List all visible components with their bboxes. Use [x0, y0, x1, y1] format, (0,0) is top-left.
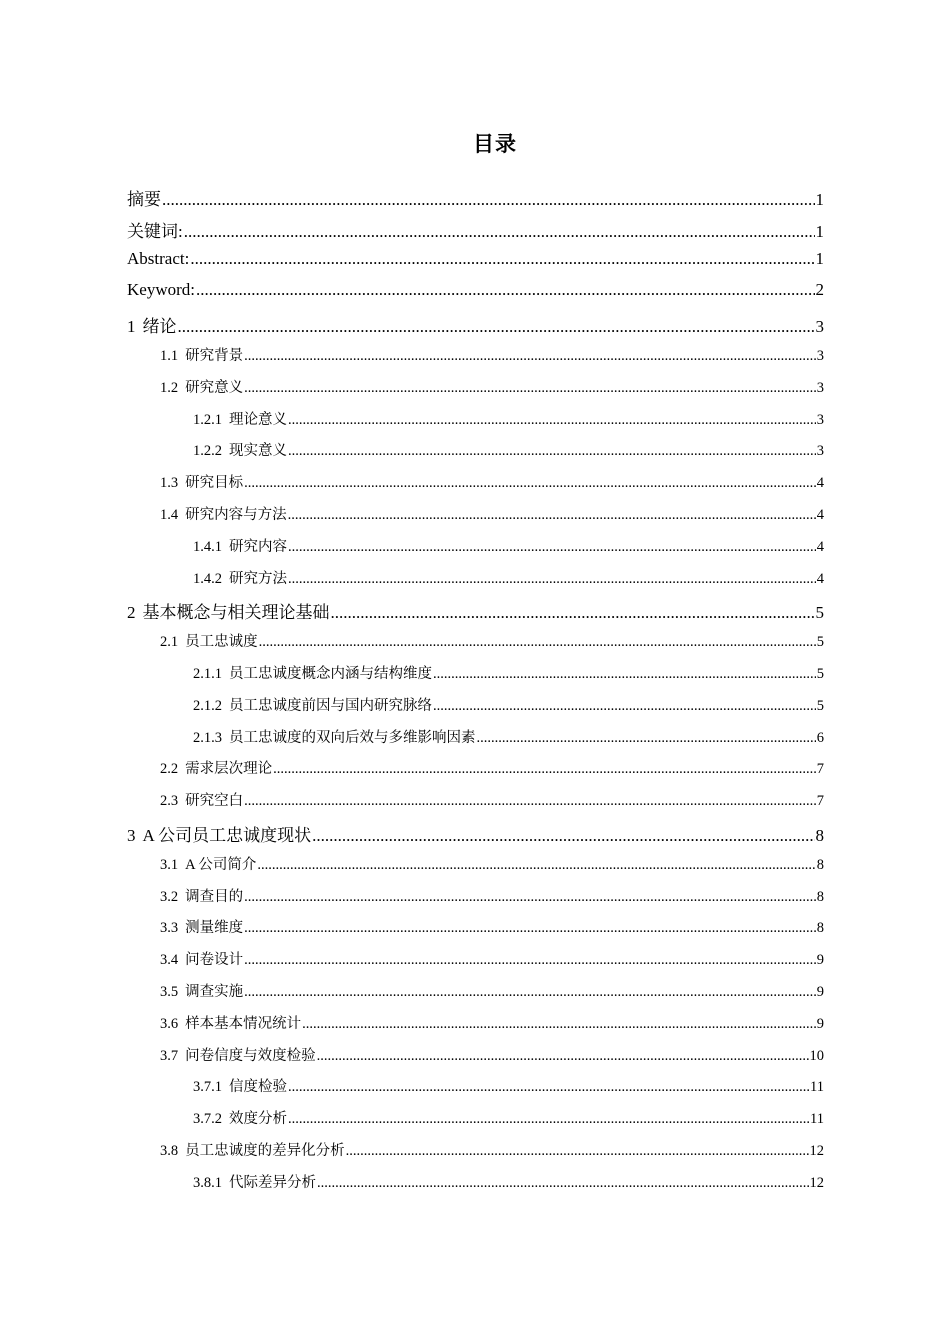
toc-entry-text: 问卷设计: [185, 952, 244, 969]
toc-dot-leader: [433, 698, 816, 715]
toc-entry-text: 调查目的: [185, 888, 244, 905]
toc-entry-label: [127, 312, 177, 337]
toc-entry-number: 1.4.1: [193, 538, 222, 555]
toc-entry-number: 3.3: [160, 920, 179, 937]
toc-page-number: 12: [809, 1143, 824, 1159]
toc-entry-text: 研究意义: [185, 379, 244, 396]
toc-dot-leader: [259, 634, 816, 651]
toc-entry-label: [193, 1171, 316, 1192]
toc-page-number: 4: [816, 507, 824, 523]
toc-entry-text: 理论意义: [229, 411, 287, 428]
toc-entry-number: 3.7.1: [193, 1079, 222, 1096]
toc-entry-text: 员工忠诚度: [185, 634, 258, 651]
toc-entry-number: 2.2: [160, 761, 179, 778]
toc-entry-number: 1.4.2: [193, 570, 222, 587]
toc-entry-text: 关键词:: [127, 221, 183, 241]
toc-entry-number: 3: [127, 826, 136, 845]
toc-page-number: 9: [816, 984, 824, 1000]
toc-entry-number: 3.4: [160, 952, 179, 969]
toc-page-number: 7: [816, 761, 824, 778]
toc-entry-text: 测量维度: [185, 920, 244, 937]
toc-dot-leader: [162, 190, 815, 210]
toc-entry-text: 研究背景: [185, 348, 244, 364]
toc-dot-leader: [477, 730, 816, 747]
toc-page-number: 3: [816, 379, 824, 396]
toc-entry[interactable]: [127, 249, 824, 269]
toc-entry-text: 绪论: [142, 317, 177, 337]
toc-entry-number: 2.3: [160, 793, 179, 810]
toc-entry[interactable]: [160, 376, 824, 397]
toc-page-number: 11: [810, 1111, 824, 1128]
toc-entry[interactable]: [193, 1171, 824, 1192]
toc-entry-label: [160, 948, 243, 969]
toc-entry-label: [127, 249, 189, 269]
toc-entry-label: [127, 598, 330, 623]
toc-entry-text: 现实意义: [229, 443, 287, 460]
toc-title: 目录: [473, 132, 517, 156]
toc-dot-leader: [244, 889, 816, 906]
toc-entry-text: 员工忠诚度概念内涵与结构维度: [229, 666, 432, 682]
toc-entry-number: 3.5: [160, 984, 179, 1000]
toc-entry-label: [160, 1012, 301, 1033]
toc-dot-leader: [196, 280, 815, 300]
toc-entry-label: [193, 1107, 287, 1128]
toc-entry[interactable]: [193, 439, 824, 460]
toc-entry-label: [127, 185, 161, 210]
toc-entry-label: [127, 821, 311, 846]
toc-page-number: 1: [815, 248, 824, 268]
toc-entry-label: [160, 853, 256, 874]
toc-entry[interactable]: [160, 1012, 824, 1033]
toc-entry-text: 研究方法: [229, 570, 287, 587]
toc-entry-text: 信度检验: [229, 1079, 287, 1096]
toc-page-number: 3: [816, 411, 824, 428]
toc-page-number: 8: [816, 888, 824, 905]
toc-page-number: 8: [816, 920, 824, 937]
toc-dot-leader: [317, 1175, 809, 1192]
toc-entry[interactable]: [127, 280, 824, 300]
toc-entry[interactable]: [193, 1075, 824, 1096]
toc-page-number: 1: [815, 221, 824, 241]
toc-dot-leader: [190, 249, 814, 269]
toc-entry[interactable]: [160, 789, 824, 810]
toc-page-number: 3: [816, 348, 824, 364]
toc-entry-number: 3.6: [160, 1015, 179, 1032]
toc-page-number: 5: [815, 603, 824, 623]
toc-entry-number: 3.8.1: [193, 1174, 222, 1191]
toc-entry[interactable]: [127, 312, 824, 337]
toc-page-number: 3: [815, 317, 824, 337]
toc-entry-label: [160, 503, 287, 524]
toc-entry-label: [193, 1075, 287, 1096]
toc-entry-label: [193, 567, 287, 588]
toc-page-number: 11: [810, 1079, 824, 1096]
toc-page-number: 5: [816, 634, 824, 651]
toc-page-number: 3: [816, 443, 824, 460]
toc-entry[interactable]: [160, 885, 824, 906]
toc-page-number: 6: [816, 729, 824, 746]
toc-entry-text: 效度分析: [229, 1111, 287, 1128]
toc-entry-text: 研究内容与方法: [185, 507, 287, 523]
toc-entry-text: 需求层次理论: [185, 761, 273, 778]
toc-page-number: 12: [809, 1174, 824, 1191]
toc-entry-label: [160, 344, 243, 365]
toc-entry[interactable]: [160, 1044, 824, 1065]
toc-entry-number: 3.7.2: [193, 1111, 222, 1128]
toc-entry-label: [193, 662, 432, 683]
toc-entry-text: 研究空白: [185, 793, 244, 810]
toc-page-number: 7: [816, 793, 824, 810]
toc-entry-text: 问卷信度与效度检验: [185, 1047, 316, 1064]
toc-page-number: 9: [816, 1015, 824, 1032]
toc-entry-label: [160, 1139, 345, 1160]
toc-entry-text: 研究目标: [185, 475, 244, 492]
toc-page-number: 8: [815, 826, 824, 845]
toc-entry-number: 1.2.1: [193, 411, 222, 428]
toc-entry-number: 2: [127, 603, 136, 623]
toc-entry[interactable]: [160, 503, 824, 524]
toc-entry-text: 员工忠诚度的差异化分析: [185, 1143, 345, 1159]
toc-dot-leader: [244, 348, 816, 365]
toc-dot-leader: [317, 1048, 809, 1065]
toc-entry-number: 2.1.1: [193, 666, 222, 682]
toc-entry-number: 3.8: [160, 1143, 179, 1159]
toc-dot-leader: [288, 571, 816, 588]
toc-entry-label: [193, 694, 432, 715]
toc-entry-number: 1.1: [160, 348, 179, 364]
toc-entry[interactable]: [160, 630, 824, 651]
toc-entry[interactable]: [160, 471, 824, 492]
toc-dot-leader: [346, 1143, 809, 1160]
toc-dot-leader: [244, 920, 816, 937]
toc-entry-text: Abstract:: [127, 248, 190, 268]
toc-entry-label: [160, 789, 243, 810]
toc-entry[interactable]: [160, 853, 824, 874]
toc-dot-leader: [273, 761, 816, 778]
toc-dot-leader: [288, 507, 816, 524]
toc-entry-number: 2.1.2: [193, 697, 222, 714]
toc-dot-leader: [288, 539, 816, 556]
toc-entry-text: 研究内容: [229, 538, 287, 555]
toc-entry-label: [160, 980, 243, 1001]
toc-entry[interactable]: [193, 408, 824, 429]
toc-entry[interactable]: [160, 948, 824, 969]
toc-entry[interactable]: [160, 344, 824, 365]
toc-entry-text: 调查实施: [185, 984, 244, 1000]
toc-entry-text: 代际差异分析: [229, 1174, 316, 1191]
toc-dot-leader: [244, 984, 816, 1001]
toc-dot-leader: [244, 380, 816, 397]
toc-page-number: 10: [809, 1047, 824, 1064]
toc-entry[interactable]: [127, 821, 824, 846]
toc-page-number: 5: [816, 697, 824, 714]
toc-entry-label: [127, 217, 183, 242]
toc-entry[interactable]: [193, 726, 824, 747]
toc-entry-number: 1.3: [160, 475, 179, 492]
toc-dot-leader: [302, 1016, 816, 1033]
toc-page-number: 4: [816, 570, 824, 587]
toc-dot-leader: [433, 666, 816, 683]
toc-page-number: 2: [815, 280, 824, 300]
toc-dot-leader: [178, 317, 815, 337]
toc-entry-text: 基本概念与相关理论基础: [142, 603, 330, 623]
toc-entry[interactable]: [193, 694, 824, 715]
toc-entry-number: 2.1.3: [193, 729, 222, 746]
toc-page-number: 5: [816, 666, 824, 682]
toc-entry-number: 3.2: [160, 888, 179, 905]
toc-entry-number: 3.7: [160, 1047, 179, 1064]
toc-entry[interactable]: [127, 598, 824, 623]
toc-page-number: 8: [816, 856, 824, 873]
toc-entry-label: [193, 439, 287, 460]
toc-entry[interactable]: [160, 916, 824, 937]
toc-entry-label: [160, 1044, 316, 1065]
toc-entry-text: 样本基本情况统计: [185, 1015, 302, 1032]
toc-entry-label: [193, 408, 287, 429]
toc-entry[interactable]: [160, 980, 824, 1001]
toc-entry-text: 员工忠诚度前因与国内研究脉络: [229, 697, 432, 714]
toc-entry[interactable]: [127, 185, 824, 210]
toc-dot-leader: [288, 1111, 809, 1128]
toc-entry-text: 员工忠诚度的双向后效与多维影响因素: [229, 729, 476, 746]
toc-entry-text: 摘要: [127, 190, 161, 209]
toc-entry[interactable]: [193, 662, 824, 683]
toc-dot-leader: [331, 603, 815, 623]
toc-entry[interactable]: [193, 535, 824, 556]
toc-entry[interactable]: [193, 1107, 824, 1128]
toc-dot-leader: [312, 826, 814, 846]
toc-entry-label: [160, 471, 243, 492]
toc-entry-number: 1: [127, 317, 136, 337]
toc-dot-leader: [244, 793, 816, 810]
toc-entry-text: Keyword:: [127, 280, 195, 300]
toc-entry-number: 1.2.2: [193, 443, 222, 460]
toc-entry-label: [160, 376, 243, 397]
toc-dot-leader: [184, 222, 815, 242]
toc-entry[interactable]: [127, 217, 824, 242]
toc-entry-number: 2.1: [160, 634, 179, 651]
toc-entry-label: [127, 280, 195, 300]
toc-entry-label: [160, 630, 258, 651]
toc-entry[interactable]: [193, 567, 824, 588]
toc-dot-leader: [257, 857, 815, 874]
toc-entry-number: 1.2: [160, 379, 179, 396]
toc-entry-text: A 公司简介: [185, 856, 257, 873]
toc-page-number: 4: [816, 475, 824, 492]
toc-entry-label: [160, 757, 272, 778]
toc-dot-leader: [244, 475, 816, 492]
toc-entry-text: A 公司员工忠诚度现状: [142, 826, 312, 845]
toc-entry-label: [160, 885, 243, 906]
toc-entry[interactable]: [160, 1139, 824, 1160]
toc-entry-number: 3.1: [160, 856, 179, 873]
toc-entry-label: [193, 535, 287, 556]
toc-page-number: 9: [816, 952, 824, 969]
toc-entry-label: [160, 916, 243, 937]
toc-dot-leader: [288, 443, 816, 460]
toc-entry[interactable]: [160, 757, 824, 778]
toc-page-number: 4: [816, 538, 824, 555]
toc-dot-leader: [244, 952, 816, 969]
toc-entry-number: 1.4: [160, 507, 179, 523]
toc-page-number: 1: [815, 190, 824, 209]
toc-entry-label: [193, 726, 476, 747]
toc-dot-leader: [288, 1079, 809, 1096]
toc-dot-leader: [288, 412, 816, 429]
